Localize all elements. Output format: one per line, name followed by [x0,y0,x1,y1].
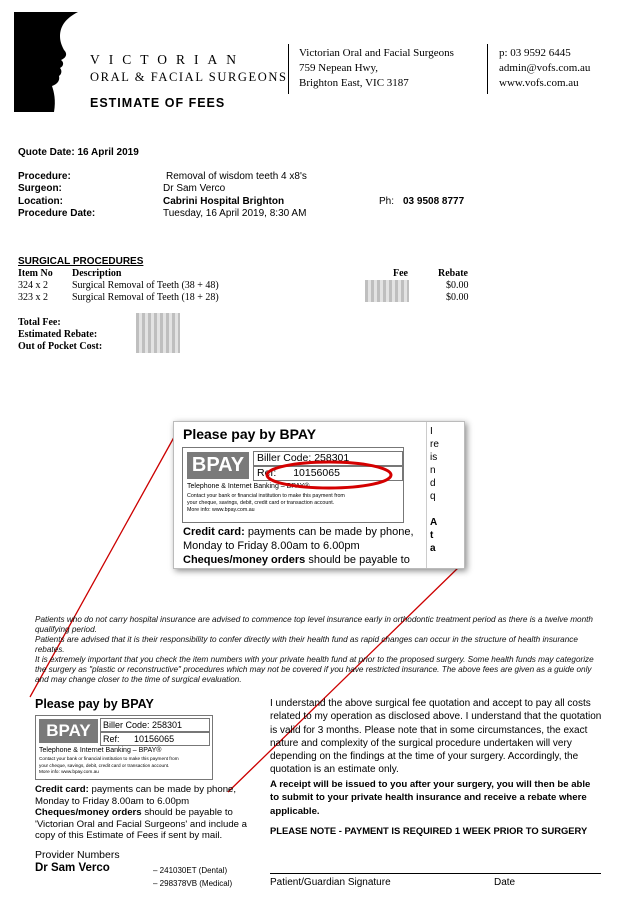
biller-code: Biller Code: 258301 [100,718,210,732]
location-value: Cabrini Hospital Brighton [163,196,285,207]
zoom-right-column [430,425,439,555]
ref-field [100,732,210,746]
zoom-bank-line: Telephone & Internet Banking – BPAY® [187,483,310,490]
acceptance-terms [270,697,615,777]
provider-medical: – 298378VB (Medical) [153,879,233,888]
note-paragraph: It is extremely important that you check the item numbers with your private health fund at prior to the proposed surgery. Some health funds may categorize the surgery as "plastic or reconstructive" procedures which may not be covered if you have restricted insurance. The above fees are given as a guide only and may change closer to the time of surgical evaluation. [35,655,594,684]
cheque-text: copy of this Estimate of Fees if sent by mail. [35,830,223,841]
zoom-cc-hours: Monday to Friday 8.00am to 6.00pm [183,540,360,552]
zoom-contact-text [187,493,345,514]
website-text: www.vofs.com.au [499,77,579,89]
email-text: admin@vofs.com.au [499,62,591,74]
row-rebate: $0.00 [446,292,469,303]
zoom-cheque-text: should be payable to [308,554,410,566]
contact-line: your cheque, savings, debit, credit card or transaction account. [39,762,170,768]
estimated-rebate-label: Estimated Rebate: [18,329,98,340]
brand-name-line2: ORAL & FACIAL SURGEONS [90,70,288,84]
zoom-cheque-line [183,554,410,566]
cropped-text: d [430,478,436,489]
zoomed-bpay-panel [173,421,465,569]
zoom-column-divider [426,422,427,568]
zoom-biller-code: Biller Code: 258301 [253,451,403,466]
surgeon-value: Dr Sam Verco [163,183,226,194]
row-rebate: $0.00 [446,280,469,291]
receipt-notice [270,778,615,818]
spacer [430,503,439,516]
cc-label: Credit card: [35,784,89,795]
zoom-title: Please pay by BPAY [183,426,317,442]
cropped-text: a [430,543,436,554]
bpay-contact-text [39,756,179,776]
row-desc: Surgical Removal of Teeth (38 + 48) [72,280,219,291]
signature-label: Patient/Guardian Signature [270,877,391,888]
cc-text: payments can be made by phone, [91,784,237,795]
col-header-rebate: Rebate [438,268,468,279]
location-label: Location: [18,196,63,207]
provider-name: Dr Sam Verco [35,862,110,874]
phone-text: p: 03 9592 6445 [499,47,571,59]
terms-line: quotation is an estimate only. [270,764,399,776]
terms-line: depending on the findings at the time of your surgery. Accordingly, the [270,751,579,763]
col-header-desc: Description [72,268,122,279]
phone-value: 03 9508 8777 [403,196,465,207]
receipt-line: to submit to your private health insurance and receive a rebate where [270,792,587,804]
pay-title: Please pay by BPAY [35,697,154,711]
cropped-text: n [430,465,436,476]
cheque-label: Cheques/money orders [35,807,142,818]
cheque-line [35,807,247,819]
receipt-line: A receipt will be issued to you after your surgery, you will then be able [270,779,591,790]
more-info-line: More info: www.bpay.com.au [187,507,255,513]
address-line: 759 Nepean Hwy, [299,62,379,74]
ref-label: Ref: [103,734,120,744]
receipt-line: applicable. [270,805,320,817]
terms-line: is valid for 3 months. Please note that in some circumstances, the exact [270,724,588,736]
col-header-fee: Fee [393,268,408,279]
zoom-credit-card [183,526,414,538]
cropped-text: I [430,426,433,437]
highlight-ellipse [264,458,394,492]
bpay-logo: BPAY [187,452,249,479]
ref-value: 10156065 [134,734,175,744]
note-paragraph: Patients are advised that it is their responsibility to confer directly with their health fund as rapid changes can occur in the structure of health insurance rebates. [35,635,578,654]
procedure-value: Removal of wisdom teeth 4 x8's [166,171,307,182]
provider-dental: – 241030ET (Dental) [153,866,228,875]
more-info-line: More info: www.bpay.com.au [39,769,99,774]
row-desc: Surgical Removal of Teeth (18 + 28) [72,292,219,303]
brand-name-line1: VICTORIAN [90,52,245,67]
quote-date-label: Quote Date: [18,147,75,158]
bpay-logo: BPAY [39,719,98,743]
address-line: Brighton East, VIC 3187 [299,77,409,89]
cropped-text: re [430,439,439,450]
section-heading: SURGICAL PROCEDURES [18,256,144,267]
procedure-date-label: Procedure Date: [18,208,96,219]
zoom-cheque-label: Cheques/money orders [183,554,306,566]
contact-line: your cheque, savings, debit, credit card or transaction account. [187,500,335,506]
procedure-label: Procedure: [18,171,71,182]
note-paragraph: Patients who do not carry hospital insurance are advised to commence top level insurance early in orthodontic treatment period as there is a twelve month qualifying period. [35,615,593,634]
terms-line: I understand the above surgical fee quotation and accept to pay all costs [270,698,591,709]
procedure-date-value: Tuesday, 16 April 2019, 8:30 AM [163,208,307,219]
contact-line: Contact your bank or financial institution to make this payment from [39,756,179,761]
cc-hours: Monday to Friday 8.00am to 6.00pm [35,795,190,807]
address-line: Victorian Oral and Facial Surgeons [299,47,454,59]
surgeon-label: Surgeon: [18,183,62,194]
out-of-pocket-label: Out of Pocket Cost: [18,341,103,352]
signature-line [270,873,601,874]
cropped-text: t [430,530,434,541]
payment-methods [35,784,247,842]
zoom-cc-text: payments can be made by phone, [247,526,414,538]
cheque-text: 'Victorian Oral and Facial Surgeons' and include a [35,818,248,830]
credit-card-line [35,784,247,796]
terms-line: related to my operation as disclosed above. I understand that the quotation [270,711,602,723]
row-item: 324 x 2 [18,280,48,291]
terms-line: nature and complexity of the surgical procedure undertaken will very [270,737,572,749]
cropped-text: A [430,517,438,528]
insurance-notes [35,615,605,685]
provider-heading: Provider Numbers [35,849,120,861]
total-fee-label: Total Fee: [18,317,61,328]
cheque-text: should be payable to [144,807,233,818]
phone-label: Ph: [379,196,395,207]
cropped-text: is [430,452,438,463]
zoom-cc-label: Credit card: [183,526,245,538]
cropped-text: q [430,491,436,502]
col-header-item: Item No [18,268,53,279]
row-item: 323 x 2 [18,292,48,303]
zoom-ref-label: Ref: [257,467,277,479]
zoom-ref-value: 10156065 [293,467,340,479]
bank-line: Telephone & Internet Banking – BPAY® [39,747,162,754]
contact-line: Contact your bank or financial institution to make this payment from [187,493,345,499]
bpay-box [35,715,213,780]
document-title: ESTIMATE OF FEES [90,96,226,110]
signature-date-label: Date [494,877,516,888]
payment-due-notice: PLEASE NOTE - PAYMENT IS REQUIRED 1 WEEK PRIOR TO SURGERY [270,825,588,836]
quote-date-value: 16 April 2019 [77,147,139,158]
